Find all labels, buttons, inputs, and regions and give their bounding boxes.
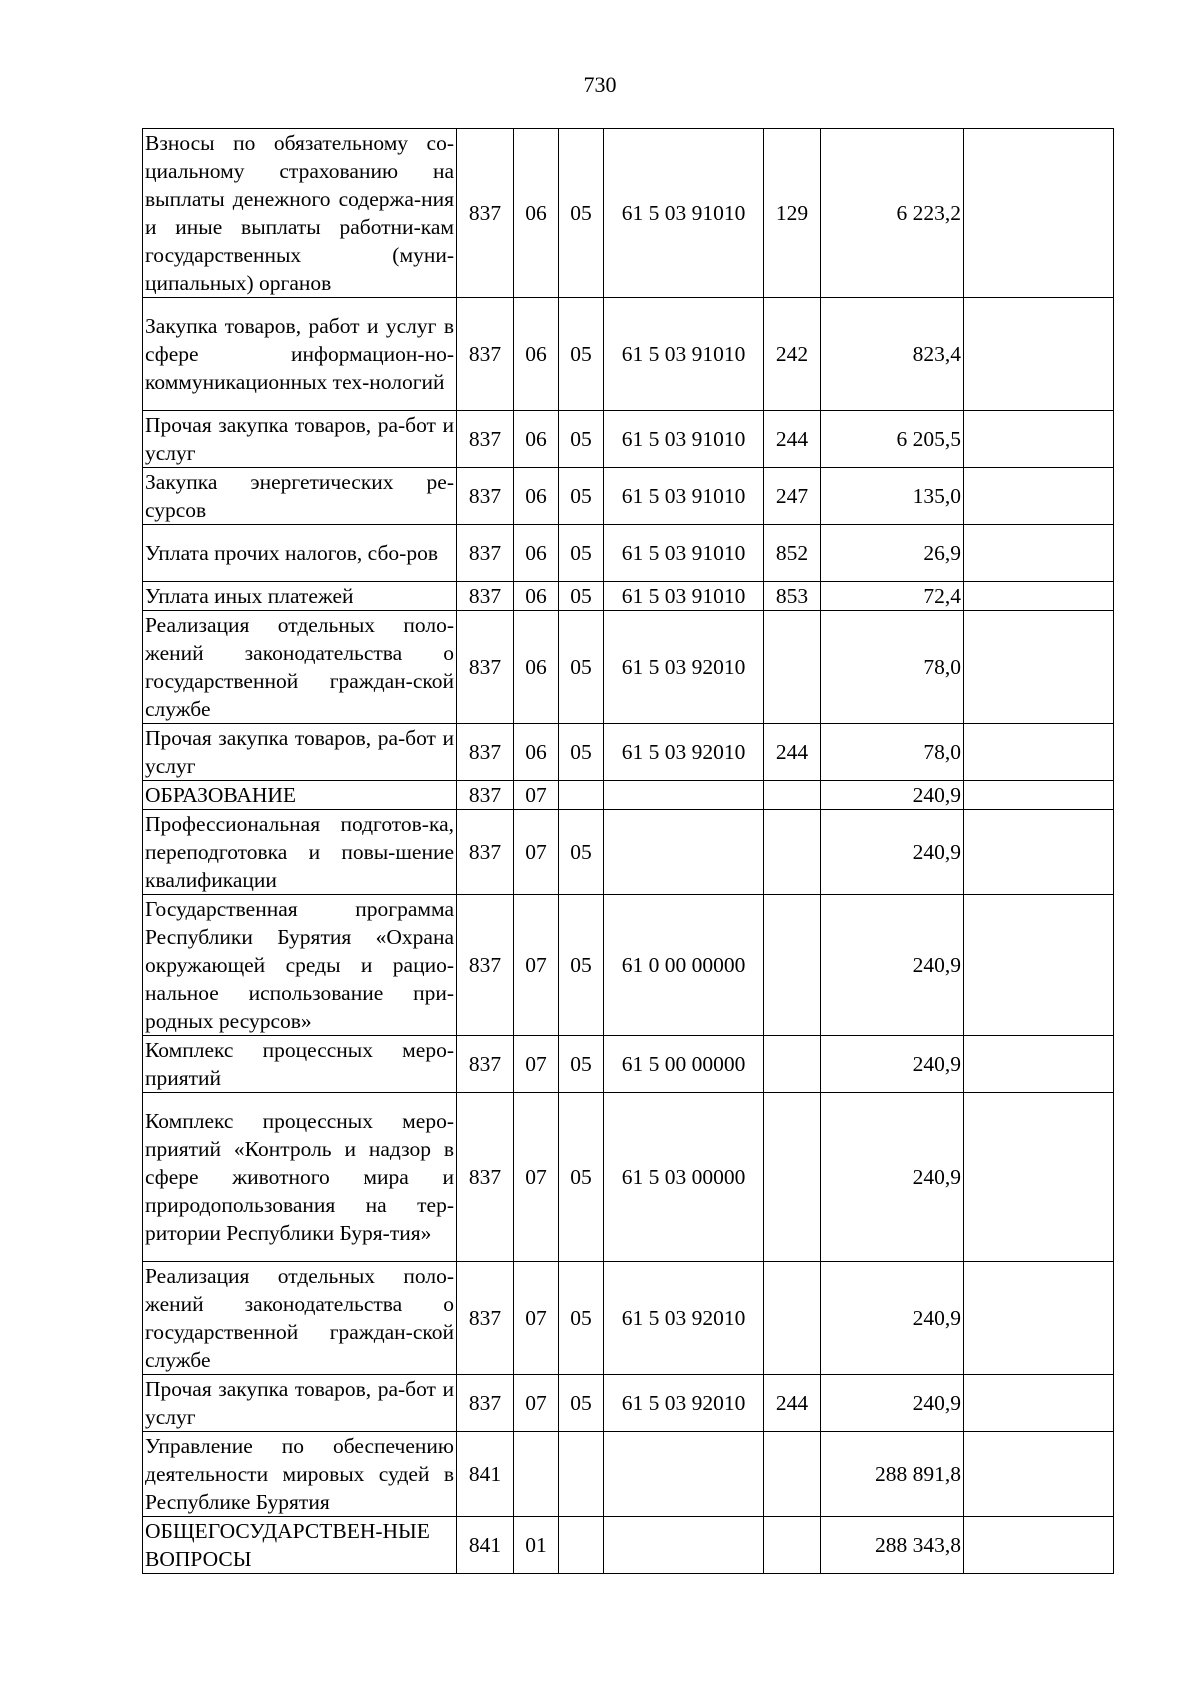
row-extra [964,1093,1114,1262]
row-extra [964,525,1114,582]
row-extra [964,1432,1114,1517]
row-pr: 05 [559,525,604,582]
table-row [143,1432,1114,1517]
row-gr: 837 [457,1262,514,1375]
row-extra [964,810,1114,895]
row-sum: 6 223,2 [821,129,964,298]
row-rz: 06 [514,582,559,611]
row-gr: 837 [457,781,514,810]
row-csr: 61 5 03 92010 [604,611,764,724]
row-csr: 61 5 00 00000 [604,1036,764,1093]
row-gr: 837 [457,582,514,611]
row-vr: 853 [764,582,821,611]
row-extra [964,895,1114,1036]
table-row [143,411,1114,468]
row-name: Государственная программа Республики Бурятия «Охрана окружающей среды и рацио-нальное использование при-родных ресурсов» [143,895,457,1036]
row-name: Профессиональная подготов-ка, переподготовка и повы-шение квалификации [143,810,457,895]
row-rz: 06 [514,525,559,582]
row-extra [964,1375,1114,1432]
row-extra [964,582,1114,611]
row-pr: 05 [559,724,604,781]
row-extra [964,411,1114,468]
row-sum: 823,4 [821,298,964,411]
row-csr: 61 5 03 00000 [604,1093,764,1262]
table-row [143,611,1114,724]
table-row [143,781,1114,810]
row-pr: 05 [559,298,604,411]
row-name: Взносы по обязательному со-циальному страхованию на выплаты денежного содержа-ния и иные выплаты работни-кам государственных (муни-ципальных) органов [143,129,457,298]
row-csr: 61 5 03 91010 [604,582,764,611]
row-name: Закупка энергетических ре-сурсов [143,468,457,525]
row-gr: 837 [457,611,514,724]
row-rz: 06 [514,611,559,724]
row-sum: 26,9 [821,525,964,582]
page-number: 730 [583,72,617,97]
row-csr [604,1432,764,1517]
table-row [143,724,1114,781]
row-vr [764,611,821,724]
row-csr: 61 5 03 92010 [604,1262,764,1375]
row-vr [764,781,821,810]
row-name: Реализация отдельных поло-жений законодательства о государственной граждан-ской службе [143,1262,457,1375]
row-csr: 61 5 03 92010 [604,724,764,781]
row-rz: 06 [514,129,559,298]
table-row [143,1036,1114,1093]
row-sum: 135,0 [821,468,964,525]
row-gr: 837 [457,1375,514,1432]
row-gr: 837 [457,724,514,781]
row-name: Прочая закупка товаров, ра-бот и услуг [143,411,457,468]
row-name: ОБРАЗОВАНИЕ [143,781,457,810]
row-sum: 240,9 [821,895,964,1036]
row-extra [964,781,1114,810]
row-rz: 01 [514,1517,559,1574]
row-vr: 244 [764,1375,821,1432]
row-vr: 244 [764,411,821,468]
row-rz [514,1432,559,1517]
row-sum: 78,0 [821,611,964,724]
table-row [143,1375,1114,1432]
table-row [143,582,1114,611]
row-csr: 61 5 03 91010 [604,129,764,298]
row-sum: 240,9 [821,1375,964,1432]
row-rz: 07 [514,1036,559,1093]
row-gr: 837 [457,298,514,411]
row-rz: 06 [514,468,559,525]
row-gr: 837 [457,895,514,1036]
row-name: Прочая закупка товаров, ра-бот и услуг [143,1375,457,1432]
row-csr: 61 5 03 91010 [604,298,764,411]
row-vr [764,1262,821,1375]
row-rz: 07 [514,895,559,1036]
row-rz: 07 [514,781,559,810]
row-gr: 837 [457,468,514,525]
row-gr: 837 [457,1036,514,1093]
row-vr: 852 [764,525,821,582]
row-name: ОБЩЕГОСУДАРСТВЕН-НЫЕ ВОПРОСЫ [143,1517,457,1574]
table-row [143,298,1114,411]
row-gr: 837 [457,1093,514,1262]
row-extra [964,1517,1114,1574]
table-row [143,1093,1114,1262]
row-sum: 288 891,8 [821,1432,964,1517]
row-pr [559,1517,604,1574]
row-extra [964,298,1114,411]
row-pr: 05 [559,1036,604,1093]
row-csr [604,1517,764,1574]
row-gr: 841 [457,1517,514,1574]
row-rz: 07 [514,1375,559,1432]
row-pr: 05 [559,129,604,298]
row-gr: 837 [457,129,514,298]
row-sum: 240,9 [821,810,964,895]
row-name: Комплекс процессных меро-приятий [143,1036,457,1093]
row-sum: 240,9 [821,1262,964,1375]
row-csr: 61 5 03 91010 [604,525,764,582]
row-sum: 72,4 [821,582,964,611]
row-sum: 288 343,8 [821,1517,964,1574]
row-name: Прочая закупка товаров, ра-бот и услуг [143,724,457,781]
row-sum: 78,0 [821,724,964,781]
row-pr: 05 [559,1262,604,1375]
row-name: Закупка товаров, работ и услуг в сфере информацион-но-коммуникационных тех-нологий [143,298,457,411]
row-pr: 05 [559,1093,604,1262]
row-pr: 05 [559,582,604,611]
row-sum: 240,9 [821,1093,964,1262]
row-pr [559,781,604,810]
table-row [143,895,1114,1036]
row-pr: 05 [559,411,604,468]
table-row [143,1517,1114,1574]
row-csr: 61 5 03 91010 [604,468,764,525]
row-pr: 05 [559,895,604,1036]
table-row [143,525,1114,582]
row-csr: 61 5 03 92010 [604,1375,764,1432]
row-csr [604,781,764,810]
row-name: Комплекс процессных меро-приятий «Контроль и надзор в сфере животного мира и природопользования на тер-ритории Республики Буря-тия» [143,1093,457,1262]
row-rz: 07 [514,1093,559,1262]
row-sum: 240,9 [821,1036,964,1093]
table-row [143,810,1114,895]
row-vr: 244 [764,724,821,781]
row-extra [964,1262,1114,1375]
row-vr [764,810,821,895]
row-name: Уплата иных платежей [143,582,457,611]
row-gr: 841 [457,1432,514,1517]
row-csr: 61 0 00 00000 [604,895,764,1036]
row-vr: 247 [764,468,821,525]
row-extra [964,611,1114,724]
row-name: Уплата прочих налогов, сбо-ров [143,525,457,582]
row-vr: 242 [764,298,821,411]
row-sum: 240,9 [821,781,964,810]
row-pr: 05 [559,611,604,724]
table-row [143,129,1114,298]
row-rz: 07 [514,1262,559,1375]
row-pr: 05 [559,1375,604,1432]
row-pr: 05 [559,810,604,895]
row-vr [764,1432,821,1517]
row-rz: 06 [514,724,559,781]
row-rz: 06 [514,298,559,411]
row-gr: 837 [457,411,514,468]
row-vr [764,1517,821,1574]
row-rz: 06 [514,411,559,468]
row-gr: 837 [457,525,514,582]
row-rz: 07 [514,810,559,895]
table-row [143,1262,1114,1375]
row-extra [964,129,1114,298]
row-vr [764,1093,821,1262]
row-sum: 6 205,5 [821,411,964,468]
row-pr [559,1432,604,1517]
row-extra [964,468,1114,525]
row-name: Реализация отдельных поло-жений законодательства о государственной граждан-ской службе [143,611,457,724]
row-gr: 837 [457,810,514,895]
row-extra [964,1036,1114,1093]
table-body [143,129,1114,1574]
row-vr: 129 [764,129,821,298]
budget-table [142,128,1114,1574]
row-vr [764,1036,821,1093]
row-extra [964,724,1114,781]
row-csr: 61 5 03 91010 [604,411,764,468]
row-vr [764,895,821,1036]
table-row [143,468,1114,525]
row-name: Управление по обеспечению деятельности мировых судей в Республике Бурятия [143,1432,457,1517]
row-pr: 05 [559,468,604,525]
row-csr [604,810,764,895]
